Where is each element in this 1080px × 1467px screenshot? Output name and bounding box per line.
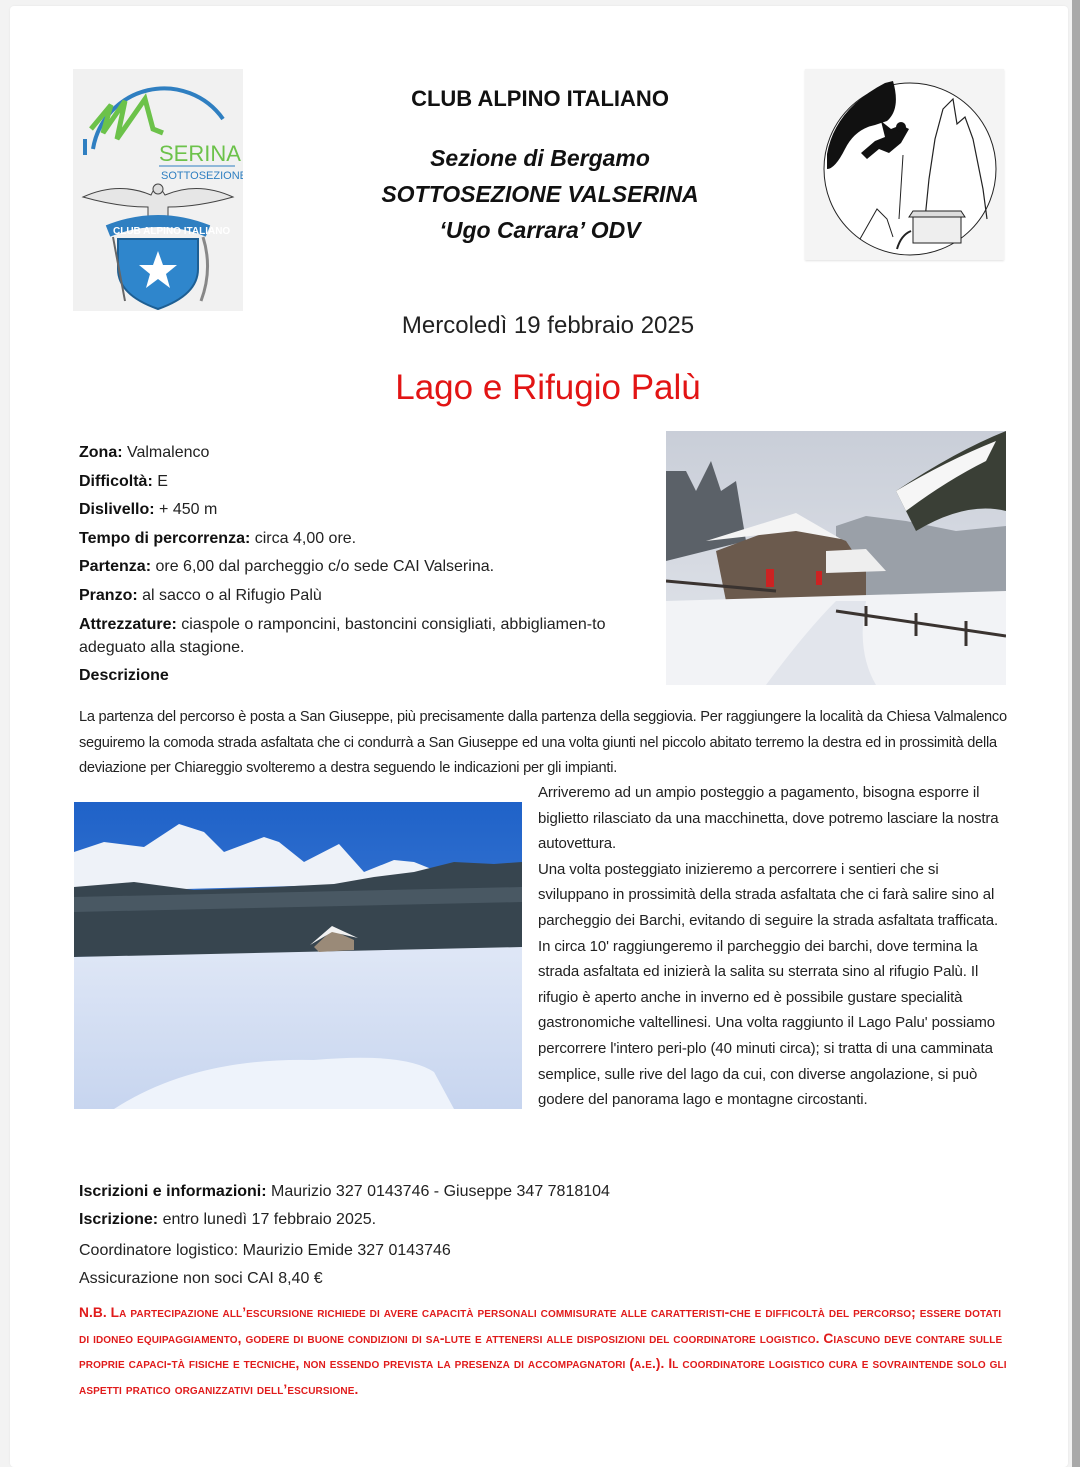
subsection-name: SOTTOSEZIONE VALSERINA <box>381 181 699 207</box>
refuge-photo-icon <box>666 431 1006 685</box>
fact-label: Tempo di percorrenza: <box>79 529 251 547</box>
fact-value: + 450 m <box>154 501 218 518</box>
fact-label: Attrezzature: <box>79 616 177 633</box>
climber-logo-icon <box>805 69 1004 260</box>
scrollbar[interactable] <box>1072 0 1080 1467</box>
fact-label: Difficoltà: <box>79 472 153 490</box>
event-facts <box>79 439 659 691</box>
climber-mountain-hut-logo <box>805 69 1004 260</box>
deadline-label: Iscrizione: <box>79 1211 159 1228</box>
description-paragraph-2: Una volta posteggiato inizieremo a percorrere i sentieri che si sviluppano in prossimità della strada asfaltata che ci farà salire sino al parcheggio dei Barchi, evitando di seguire la strada asfaltata trafficata. In circa 10' raggiungeremo il parcheggio dei barchi, dove termina la strada asfaltata ed inizierà la salita su sterrata sino al rifugio Palù. Il rifugio è aperto anche in inverno ed è possibile gustare specialità gastronomiche valtellinesi. Una volta raggiunto il Lago Palu' possiamo percorrere l'intero peri-plo (40 minuti circa); si tratta di una camminata semplice, sulle rive del lago da cui, con diverse angolazione, si può godere del panorama lago e montagne circostanti. <box>538 860 999 1109</box>
fact-label: Dislivello: <box>79 501 155 518</box>
insurance-fee: Assicurazione non soci CAI 8,40 € <box>79 1270 323 1287</box>
logo-cai-text: CLUB ALPINO ITALIANO <box>113 226 231 237</box>
description-heading: Descrizione <box>79 667 169 684</box>
fact-zona <box>79 439 659 468</box>
disclaimer-notice: N.B. La partecipazione all’escursione richiede di avere capacità personali commisurate alle caratteristi-che e difficoltà del percorso; essere dotati di idoneo equipaggiamento, godere di buone condizioni di sa-lute e attenersi alle disposizioni del coordinatore logistico. Ciascuno deve contare sulle proprie capaci-tà fisiche e tecniche, non essendo prevista la presenza di accompagnatori (a.e.). Il coordinatore logistico cura e sovraintende solo gli aspetti pratico organizzativi dell’escursione. <box>79 1305 1007 1397</box>
fact-attrezzature <box>79 613 659 659</box>
description-paragraph-1: Arriveremo ad un ampio posteggio a pagamento, bisogna esporre il biglietto rilasciato da una macchinetta, dove potremo lasciare la nostra autovettura. <box>538 784 999 853</box>
header-block <box>300 84 780 248</box>
fact-value: circa 4,00 ore. <box>250 529 357 547</box>
deadline-value: entro lunedì 17 febbraio 2025. <box>158 1211 377 1228</box>
section-name: Sezione di Bergamo <box>430 145 650 171</box>
val-serina-cai-logo-icon <box>73 69 243 311</box>
val-serina-cai-logo <box>73 69 243 311</box>
fact-label: Zona: <box>79 444 123 461</box>
fact-pranzo <box>79 582 659 611</box>
fact-value: al sacco o al Rifugio Palù <box>137 586 322 604</box>
event-title: Lago e Rifugio Palù <box>395 368 701 407</box>
registration-value: Maurizio 327 0143746 - Giuseppe 347 7818104 <box>266 1183 610 1200</box>
registration-label: Iscrizioni e informazioni: <box>79 1183 267 1200</box>
fact-tempo <box>79 525 659 554</box>
fact-value: E <box>152 472 168 490</box>
frozen-lake-mountains-photo <box>74 802 522 1109</box>
logistic-coordinator: Coordinatore logistico: Maurizio Emide 327 0143746 <box>79 1242 451 1259</box>
fact-value: ore 6,00 dal parcheggio c/o sede CAI Valserina. <box>151 558 495 575</box>
fact-value: Valmalenco <box>122 444 210 461</box>
fact-value: ciaspole o ramponcini, bastoncini consigliati, abbigliamen-to adeguato alla stagione. <box>79 616 606 656</box>
lake-photo-icon <box>74 802 522 1109</box>
registration-info <box>79 1178 779 1293</box>
registration-deadline <box>79 1206 779 1234</box>
logo-sottosezione-text: SOTTOSEZIONE <box>161 170 243 182</box>
description-intro: La partenza del percorso è posta a San Giuseppe, più precisamente dalla partenza della seggiovia. Per raggiungere la località da Chiesa Valmalenco seguiremo la comoda strada asfaltata che ci condurrà a San Giuseppe ed una volta giunti nel piccolo abitato terremo la destra ed in prossimità della deviazione per Chiareggio svolteremo a destra seguendo le indicazioni per gli impianti. <box>79 709 1007 776</box>
fact-label: Partenza: <box>79 558 152 575</box>
fact-label: Pranzo: <box>79 586 138 604</box>
club-name: ‘Ugo Carrara’ ODV <box>439 217 641 243</box>
logo-serina-text: SERINA <box>159 141 241 166</box>
description-details <box>538 780 1013 1113</box>
fact-partenza <box>79 553 659 582</box>
fact-dislivello <box>79 496 659 525</box>
snowy-refuge-photo <box>666 431 1006 685</box>
fact-difficolta <box>79 468 659 497</box>
registration-contacts <box>79 1178 779 1206</box>
organization-name: CLUB ALPINO ITALIANO <box>411 86 669 111</box>
event-date: Mercoledì 19 febbraio 2025 <box>401 312 695 339</box>
